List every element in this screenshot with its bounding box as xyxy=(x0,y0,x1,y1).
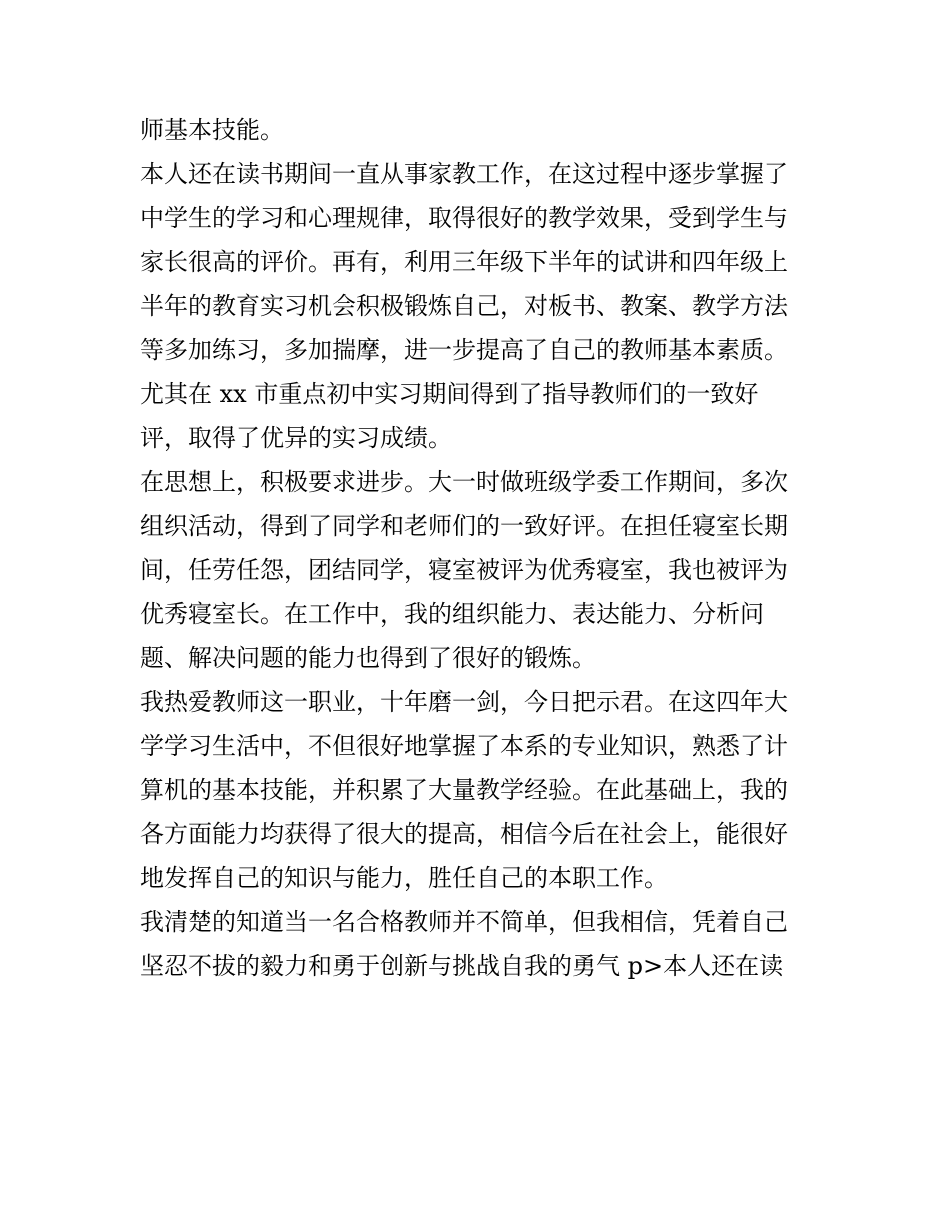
text-line: 师基本技能。 xyxy=(140,116,284,144)
text-line: 组织活动，得到了同学和老师们的一致好评。在担任寝室长期 xyxy=(140,512,788,540)
text-line: 我热爱教师这一职业，十年磨一剑，今日把示君。在这四年大 xyxy=(140,688,788,716)
text-line: 学学习生活中，不但很好地掌握了本系的专业知识，熟悉了计 xyxy=(140,732,788,760)
text-line: 优秀寝室长。在工作中，我的组织能力、表达能力、分析问 xyxy=(140,600,764,628)
body-text xyxy=(140,108,820,988)
text-line: 各方面能力均获得了很大的提高，相信今后在社会上，能很好 xyxy=(140,820,788,848)
text-line: 算机的基本技能，并积累了大量教学经验。在此基础上，我的 xyxy=(140,776,788,804)
text-line: 家长很高的评价。再有，利用三年级下半年的试讲和四年级上 xyxy=(140,248,788,276)
text-line: 尤其在 xx 市重点初中实习期间得到了指导教师们的一致好 xyxy=(140,380,759,408)
text-line: 中学生的学习和心理规律，取得很好的教学效果，受到学生与 xyxy=(140,204,788,232)
text-line: 等多加练习，多加揣摩，进一步提高了自己的教师基本素质。 xyxy=(140,336,788,364)
text-line: 在思想上，积极要求进步。大一时做班级学委工作期间，多次 xyxy=(140,468,788,496)
text-line: 间，任劳任怨，团结同学，寝室被评为优秀寝室，我也被评为 xyxy=(140,556,788,584)
text-line: 我清楚的知道当一名合格教师并不简单，但我相信，凭着自己 xyxy=(140,908,788,936)
text-line: 本人还在读书期间一直从事家教工作，在这过程中逐步掌握了 xyxy=(140,160,788,188)
text-line: 题、解决问题的能力也得到了很好的锻炼。 xyxy=(140,644,596,672)
text-line: 评，取得了优异的实习成绩。 xyxy=(140,424,452,452)
text-line: 半年的教育实习机会积极锻炼自己，对板书、教案、教学方法 xyxy=(140,292,788,320)
text-line: 坚忍不拔的毅力和勇于创新与挑战自我的勇气 p>本人还在读 xyxy=(140,952,784,980)
text-line: 地发挥自己的知识与能力，胜任自己的本职工作。 xyxy=(140,864,668,892)
